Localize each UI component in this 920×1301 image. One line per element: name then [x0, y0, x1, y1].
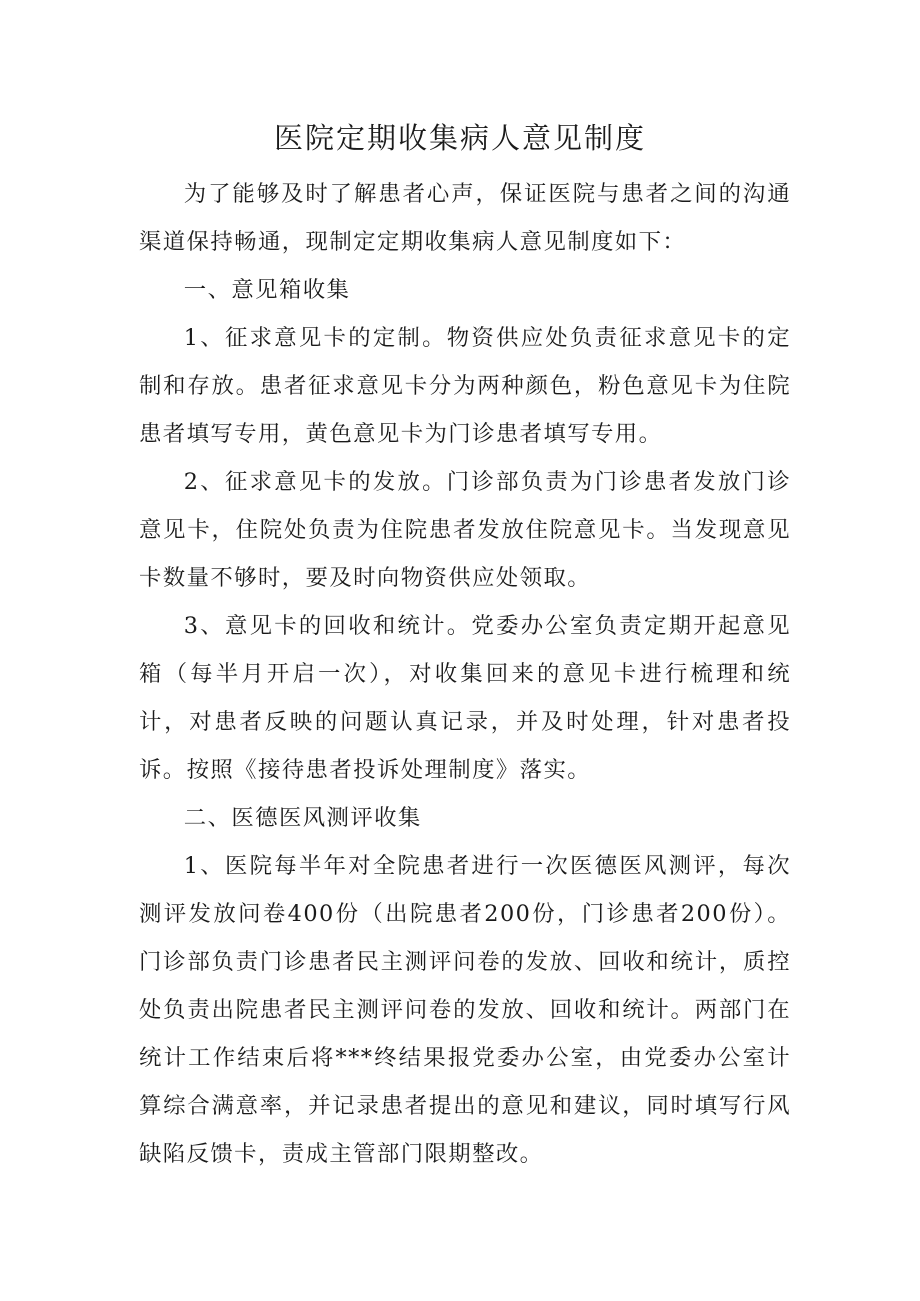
section-2-heading: 二、医德医风测评收集 [183, 805, 422, 831]
section-1-item-1: 1、征求意见卡的定制。物资供应处负责征求意见卡的定制和存放。患者征求意见卡分为两种颜色，粉色意见卡为住院患者填写专用，黄色意见卡为门诊患者填写专用。 [139, 325, 791, 447]
document-title: 医院定期收集病人意见制度 [273, 121, 646, 155]
section-2-item-1: 1、医院每半年对全院患者进行一次医德医风测评，每次测评发放问卷400份（出院患者200份，门诊患者200份）。门诊部负责门诊患者民主测评问卷的发放、回收和统计，质控处负责出院患者民主测评问卷的发放、回收和统计。两部门在统计工作结束后将***终结果报党委办公室，由党委办公室计算综合满意率，并记录患者提出的意见和建议，同时填写行风缺陷反馈卡，责成主管部门限期整改。 [139, 853, 791, 1167]
section-1-item-3: 3、意见卡的回收和统计。党委办公室负责定期开起意见箱（每半月开启一次），对收集回来的意见卡进行梳理和统计，对患者反映的问题认真记录，并及时处理，针对患者投诉。按照《接待患者投诉处理制度》落实。 [139, 613, 791, 783]
section-1-heading: 一、意见箱收集 [183, 277, 351, 303]
intro-paragraph: 为了能够及时了解患者心声，保证医院与患者之间的沟通渠道保持畅通，现制定定期收集病人意见制度如下： [139, 181, 791, 255]
section-1-item-2: 2、征求意见卡的发放。门诊部负责为门诊患者发放门诊意见卡，住院处负责为住院患者发放住院意见卡。当发现意见卡数量不够时，要及时向物资供应处领取。 [139, 469, 791, 591]
document-body [139, 170, 791, 1178]
